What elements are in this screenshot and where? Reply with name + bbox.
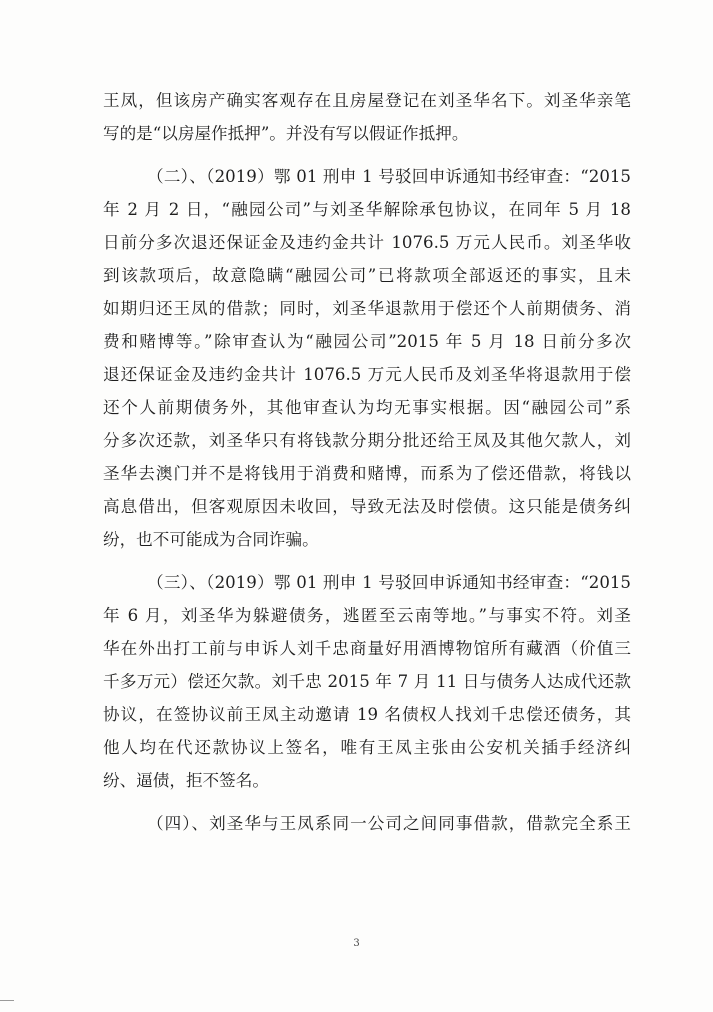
- document-body: [103, 84, 631, 840]
- text-line: 高息借出，但客观原因未收回，导致无法及时偿债。这只能是债务纠: [103, 497, 631, 516]
- page-number: 3: [353, 938, 360, 949]
- text-line: 协议，在签协议前王凤主动邀请 19 名债权人找刘千忠偿还债务，其: [103, 705, 631, 724]
- text-line: 分多次还款，刘圣华只有将钱款分期分批还给王凤及其他欠款人，刘: [103, 431, 631, 450]
- text-line: 如期归还王凤的借款；同时，刘圣华退款用于偿还个人前期债务、消: [103, 299, 631, 318]
- text-line: 费和赌博等。”除审查认为“融园公司”2015 年 5 月 18 日前分多次: [103, 332, 631, 351]
- text-line: 千多万元）偿还欠款。刘千忠 2015 年 7 月 11 日与债务人达成代还款: [103, 672, 631, 691]
- text-line: 年 2 月 2 日，“融园公司”与刘圣华解除承包协议，在同年 5 月 18: [103, 200, 631, 219]
- text-line: 年 6 月，刘圣华为躲避债务，逃匿至云南等地。”与事实不符。刘圣: [103, 606, 631, 625]
- text-line: 华在外出打工前与申诉人刘千忠商量好用酒博物馆所有藏酒（价值三: [103, 639, 631, 658]
- text-line: 他人均在代还款协议上签名，唯有王凤主张由公安机关插手经济纠: [103, 738, 631, 757]
- text-line: 圣华去澳门并不是将钱用于消费和赌博，而系为了偿还借款，将钱以: [103, 464, 631, 483]
- text-line: 纷、逼债，拒不签名。: [103, 771, 269, 790]
- text-line: 写的是“以房屋作抵押”。并没有写以假证作抵押。: [103, 124, 469, 143]
- text-line: （四）、刘圣华与王凤系同一公司之间同事借款，借款完全系王: [147, 814, 631, 833]
- text-line: 退还保证金及违约金共计 1076.5 万元人民币及刘圣华将退款用于偿: [103, 365, 631, 384]
- text-line: （三）、（2019）鄂 01 刑申 1 号驳回申诉通知书经审查：“2015: [147, 573, 631, 592]
- text-line: 日前分多次退还保证金及违约金共计 1076.5 万元人民币。刘圣华收: [103, 233, 631, 252]
- text-line: （二）、（2019）鄂 01 刑申 1 号驳回申诉通知书经审查：“2015: [147, 167, 631, 186]
- text-line: 还个人前期债务外，其他审查认为均无事实根据。因“融园公司”系: [103, 398, 631, 417]
- text-line: 纷，也不可能成为合同诈骗。: [103, 530, 319, 549]
- text-line: 到该款项后，故意隐瞒“融园公司”已将款项全部返还的事实，且未: [103, 266, 631, 285]
- text-line: 王凤，但该房产确实客观存在且房屋登记在刘圣华名下。刘圣华亲笔: [103, 91, 631, 110]
- scan-edge-mark: [0, 1000, 14, 1001]
